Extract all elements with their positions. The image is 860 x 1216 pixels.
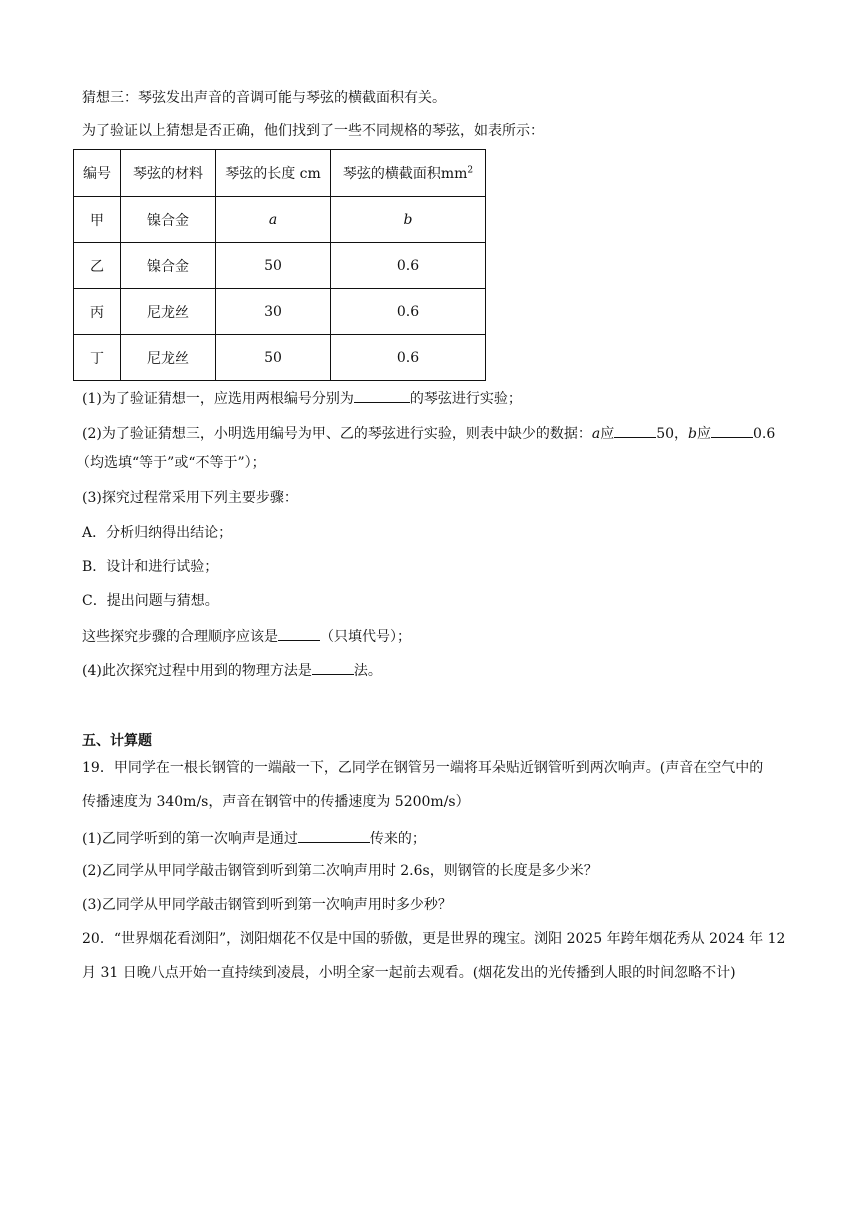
q3-step-b: B．设计和进行试验； bbox=[82, 559, 219, 575]
section-title: 五、计算题 bbox=[82, 733, 152, 749]
q2-post: 0.6 bbox=[753, 426, 776, 442]
header-area-unit-exp: 2 bbox=[467, 165, 474, 176]
header-length: 琴弦的长度 cm bbox=[216, 150, 331, 197]
q4-post: 法。 bbox=[353, 663, 382, 679]
cell-id: 丙 bbox=[74, 289, 121, 335]
q3-order-blank[interactable] bbox=[278, 625, 320, 641]
q2-note: （均选填“等于”或“不等于”）； bbox=[76, 455, 266, 471]
header-area bbox=[331, 150, 486, 197]
cell-id: 乙 bbox=[74, 243, 121, 289]
q2-var-a: a bbox=[591, 426, 601, 442]
problem-19-sub3: (3)乙同学从甲同学敲击钢管到听到第一次响声用时多少秒？ bbox=[82, 897, 452, 913]
q2-b-text: 应 bbox=[697, 426, 711, 442]
q2-b-blank[interactable] bbox=[711, 422, 753, 438]
header-id: 编号 bbox=[74, 150, 121, 197]
q3-step-a: A．分析归纳得出结论； bbox=[82, 525, 233, 541]
table-row bbox=[74, 289, 486, 335]
cell-area: 0.6 bbox=[331, 335, 486, 381]
q3-order-post: （只填代号）； bbox=[320, 629, 411, 645]
q1-post: 的琴弦进行实验； bbox=[409, 391, 522, 407]
cell-length: 30 bbox=[216, 289, 331, 335]
problem-19-sub2: (2)乙同学从甲同学敲击钢管到听到第二次响声用时 2.6s，则钢管的长度是多少米？ bbox=[82, 863, 598, 879]
question-2 bbox=[82, 422, 775, 444]
cell-area: b bbox=[331, 197, 486, 243]
header-area-unit: mm bbox=[440, 166, 468, 182]
q2-a-text: 应 bbox=[600, 426, 615, 442]
q2-mid: 50， bbox=[656, 426, 689, 442]
string-spec-table bbox=[73, 149, 486, 381]
guess3-text: 猜想三：琴弦发出声音的音调可能与琴弦的横截面积有关。 bbox=[82, 90, 446, 106]
q3-order-pre: 这些探究步骤的合理顺序应该是 bbox=[82, 629, 278, 645]
q3-order bbox=[82, 625, 411, 647]
q4-pre: (4)此次探究过程中用到的物理方法是 bbox=[82, 663, 312, 679]
q1-answer-blank[interactable] bbox=[354, 387, 410, 403]
q3-title: (3)探究过程常采用下列主要步骤： bbox=[82, 490, 298, 506]
p19-s1-post: 传来的； bbox=[369, 831, 426, 847]
table-header-row bbox=[74, 150, 486, 197]
table-row bbox=[74, 243, 486, 289]
problem-20-line2: 月 31 日晚八点开始一直持续到凌晨，小明全家一起前去观看。(烟花发出的光传播到人眼的时间忽略不计) bbox=[82, 965, 736, 981]
cell-length: 50 bbox=[216, 335, 331, 381]
cell-area: 0.6 bbox=[331, 243, 486, 289]
header-area-label: 琴弦的横截面积 bbox=[342, 166, 441, 182]
cell-material: 镍合金 bbox=[121, 243, 216, 289]
problem-19-line2: 传播速度为 340m/s，声音在钢管中的传播速度为 5200m/s） bbox=[82, 794, 470, 810]
q2-a-blank[interactable] bbox=[614, 422, 656, 438]
q3-step-c: C．提出问题与猜想。 bbox=[82, 593, 219, 609]
cell-material: 尼龙丝 bbox=[121, 289, 216, 335]
cell-length: 50 bbox=[216, 243, 331, 289]
p19-s1-pre: (1)乙同学听到的第一次响声是通过 bbox=[82, 831, 298, 847]
problem-20-line1: 20．“世界烟花看浏阳”，浏阳烟花不仅是中国的骄傲，更是世界的瑰宝。浏阳 2025 年跨年烟花秀从 2024 年 12 bbox=[82, 931, 786, 947]
question-4 bbox=[82, 659, 382, 681]
table-intro-text: 为了验证以上猜想是否正确，他们找到了一些不同规格的琴弦，如表所示： bbox=[82, 123, 544, 139]
q1-pre: (1)为了验证猜想一，应选用两根编号分别为 bbox=[82, 391, 354, 407]
problem-19-line1: 19．甲同学在一根长钢管的一端敲一下，乙同学在钢管另一端将耳朵贴近钢管听到两次响声。(声音在空气中的 bbox=[82, 760, 764, 776]
q2-var-b: b bbox=[688, 426, 697, 442]
cell-material: 镍合金 bbox=[121, 197, 216, 243]
cell-length: a bbox=[216, 197, 331, 243]
problem-19-sub1 bbox=[82, 827, 426, 849]
table-row bbox=[74, 335, 486, 381]
cell-id: 甲 bbox=[74, 197, 121, 243]
q2-pre: (2)为了验证猜想三，小明选用编号为甲、乙的琴弦进行实验，则表中缺少的数据： bbox=[82, 426, 592, 442]
q4-answer-blank[interactable] bbox=[312, 659, 354, 675]
p19-s1-blank[interactable] bbox=[298, 827, 370, 843]
question-1 bbox=[82, 387, 522, 409]
cell-area: 0.6 bbox=[331, 289, 486, 335]
table-row bbox=[74, 197, 486, 243]
cell-id: 丁 bbox=[74, 335, 121, 381]
cell-material: 尼龙丝 bbox=[121, 335, 216, 381]
header-material: 琴弦的材料 bbox=[121, 150, 216, 197]
